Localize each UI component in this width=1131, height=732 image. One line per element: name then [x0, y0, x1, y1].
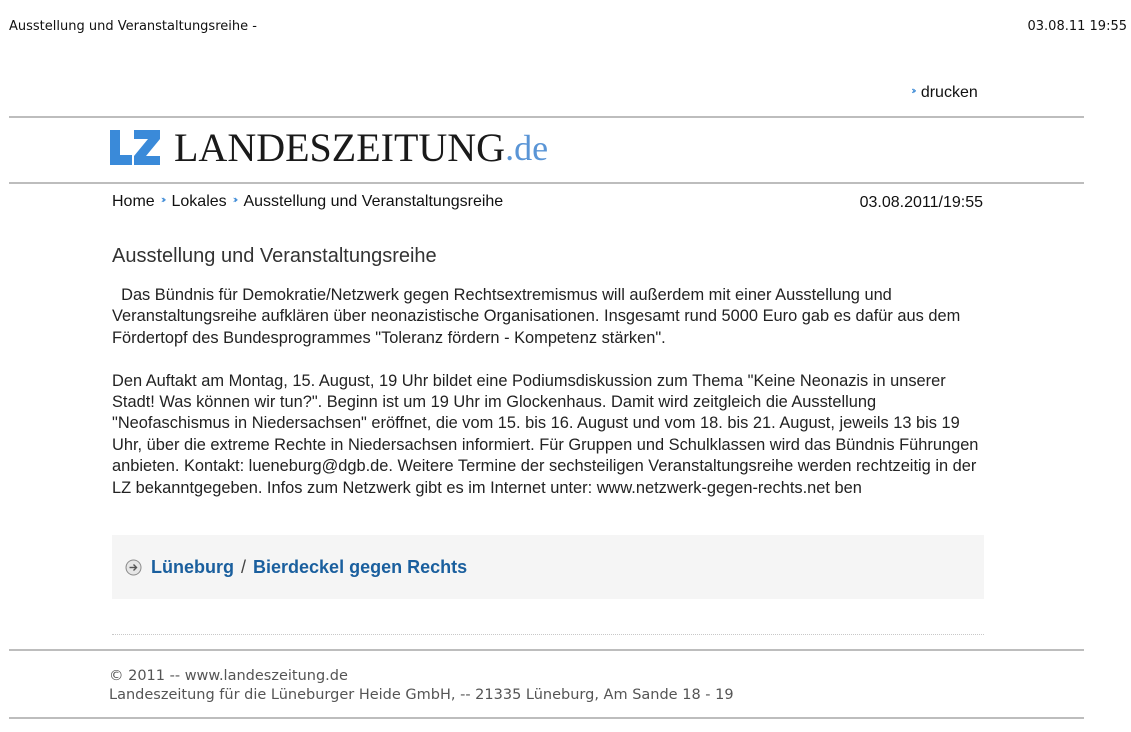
- double-chevron-right-icon: ››: [232, 192, 236, 206]
- print-link[interactable]: [911, 84, 978, 102]
- print-header-title: Ausstellung und Veranstaltungsreihe -: [9, 19, 257, 34]
- lz-logo-mark-icon: [110, 130, 160, 165]
- double-chevron-right-icon: ››: [160, 192, 164, 206]
- footer-divider: [9, 649, 1084, 651]
- footer-copyright: © 2011 -- www.landeszeitung.de: [109, 668, 348, 684]
- breadcrumb-lokales[interactable]: Lokales: [171, 193, 227, 210]
- circle-arrow-right-icon: [125, 559, 142, 576]
- related-links: [125, 557, 467, 578]
- bottom-divider: [9, 717, 1084, 719]
- logo-tld: .de: [505, 128, 549, 168]
- article-date: 03.08.2011/19:55: [859, 194, 983, 211]
- article-paragraph: Das Bündnis für Demokratie/Netzwerk gegen Rechtsextremismus will außerdem mit einer Ausstellung und Veranstaltungsreihe aufklären über neonazistische Organisationen. Insgesamt rund 5000 Euro gab es dafür aus dem Fördertopf des Bundesprogrammes "Toleranz fördern - Kompetenz stärken".: [112, 286, 965, 347]
- site-logo[interactable]: [110, 125, 549, 170]
- dotted-divider: [112, 634, 984, 635]
- related-separator: /: [241, 556, 247, 577]
- print-link-label: drucken: [920, 84, 978, 101]
- footer-address: Landeszeitung für die Lüneburger Heide GmbH, -- 21335 Lüneburg, Am Sande 18 - 19: [109, 687, 734, 703]
- breadcrumb: [112, 193, 503, 211]
- breadcrumb-current[interactable]: Ausstellung und Veranstaltungsreihe: [243, 193, 504, 210]
- article-body: [112, 285, 984, 520]
- related-link-bierdeckel[interactable]: Bierdeckel gegen Rechts: [253, 556, 468, 577]
- breadcrumb-home[interactable]: Home: [112, 193, 155, 210]
- print-header-datetime: 03.08.11 19:55: [1027, 19, 1127, 34]
- double-chevron-right-icon: ››: [911, 83, 914, 97]
- article-title: Ausstellung und Veranstaltungsreihe: [112, 245, 437, 267]
- footer: [109, 667, 734, 705]
- related-link-lueneburg[interactable]: Lüneburg: [151, 556, 234, 577]
- article-paragraph: Den Auftakt am Montag, 15. August, 19 Uhr bildet eine Podiumsdiskussion zum Thema "Keine Neonazis in unserer Stadt! Was können wir tun?". Beginn ist um 19 Uhr im Glockenhaus. Damit wird zeitgleich die Ausstellung "Neofaschismus in Niedersachsen" eröffnet, die vom 15. bis 16. August und vom 18. bis 21. August, jeweils 13 bis 19 Uhr, über die extreme Rechte in Niedersachsen informiert. Für Gruppen und Schulklassen wird das Bündnis Führungen anbieten. Kontakt: lueneburg@dgb.de. Weitere Termine der sechsteiligen Veranstaltungsreihe werden rechtzeitig in der LZ bekanntgegeben. Infos zum Netzwerk gibt es im Internet unter: www.netzwerk-gegen-rechts.net ben: [112, 371, 979, 497]
- top-divider: [9, 116, 1084, 118]
- logo-divider: [9, 182, 1084, 184]
- logo-name: LANDESZEITUNG: [174, 125, 506, 170]
- related-links-box: [112, 535, 984, 599]
